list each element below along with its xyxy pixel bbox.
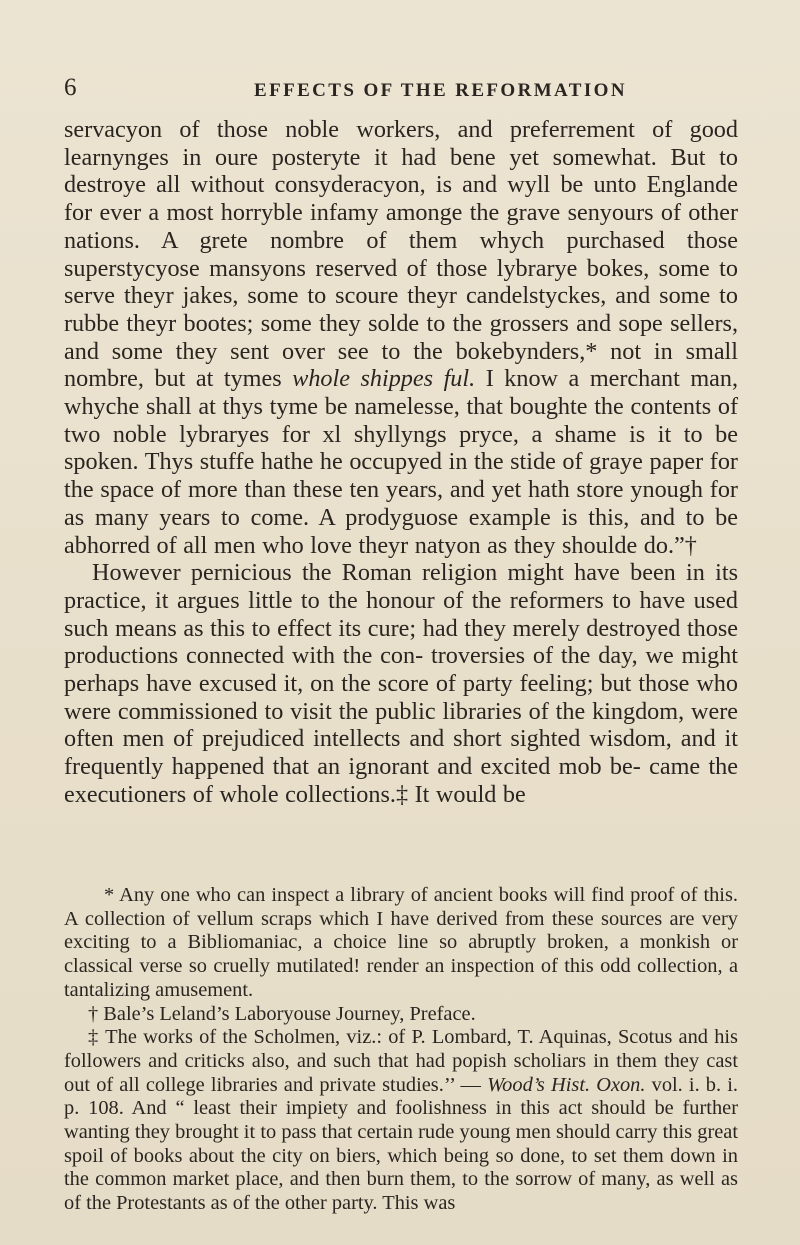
footnote-double-dagger: [64, 1026, 738, 1216]
footnote-dagger: [64, 1003, 738, 1027]
footnotes: [64, 884, 738, 1216]
footnote-star: * Any one who can inspect a library of ancient books will find proof of this. A collection of vellum scraps which I have derived from these sources are very exciting to a Bibliomaniac, a choice line so abruptly broken, a monkish or classical verse so cruelly mutilated! render an inspection of this odd collection, a tantalizing amusement.: [64, 884, 738, 1001]
paragraph-text: I know a merchant man, whyche shall at thys tyme be namelesse, that boughte the contents of two noble lybraryes for xl shyllyngs pryce, a shame is it to be spoken. Thys stuffe hathe he occupyed in the stide of graye paper for the space of more than these ten years, and yet hath store ynough for as many years to come. A prodyguose example is this, and to be abhorred of all men who love theyr natyon as they shoulde do.”†: [64, 365, 739, 559]
footnote-text: vol. i. b. i. p. 108. And “ least their impiety and foolishness in this act should be further wanting they brought it to pass that certain rude young men should carry this great spoil of books about the city on biers, which being so done, to set them down in the common market place, and then burn them, to the sorrow of many, as well as of the Protestants as of the other party. This was: [64, 1073, 738, 1215]
paragraph-text: servacyon of those noble workers, and preferrement of good learnynges in oure posteryte it had bene yet somewhat. But to destroye all without consyderacyon, is and wyll be unto Englande for ever a most horryble infamy amonge the grave senyours of other nations. A grete nombre of them whych purchased those superstycyose mansyons reserved of those lybrarye bokes, some to serve theyr jakes, some to scoure theyr candelstyckes, and some to rubbe theyr bootes; some they solde to the grossers and sope sellers, and some they sent over see to the bokebynders,* not in small nombre, but at tymes: [64, 116, 738, 393]
italic-phrase: whole shippes ful.: [292, 365, 476, 393]
running-title: EFFECTS OF THE REFORMATION: [254, 80, 627, 101]
paragraph-quotation: [64, 116, 738, 559]
paragraph-commentary: However pernicious the Roman religion might have been in its practice, it argues little to the honour of the reformers to have used such means as this to effect its cure; had they merely destroyed those productions connected with the con- troversies of the day, we might perhaps have excused it, on the score of party feeling; but those who were commissioned to visit the public libraries of the kingdom, were often men of prejudiced intellects and short sighted wisdom, and it frequently happened that an ignorant and excited mob be- came the executioners of whole collections.‡ It would be: [64, 559, 738, 808]
body-text: [64, 116, 738, 809]
footnote-text: ‡ The works of the Scholmen, viz.: of P. Lombard, T. Aquinas, Scotus and his followers and criticks also, and such that had popish scholiars in them they cast out of all college libraries and private studies.’’ —: [64, 1026, 738, 1096]
footnote-text: † Bale’s Leland’s Laboryouse Journey, Preface.: [88, 1002, 476, 1025]
running-head: [64, 74, 738, 104]
page-number: 6: [64, 74, 77, 101]
italic-citation: Wood’s Hist. Oxon.: [487, 1073, 646, 1096]
